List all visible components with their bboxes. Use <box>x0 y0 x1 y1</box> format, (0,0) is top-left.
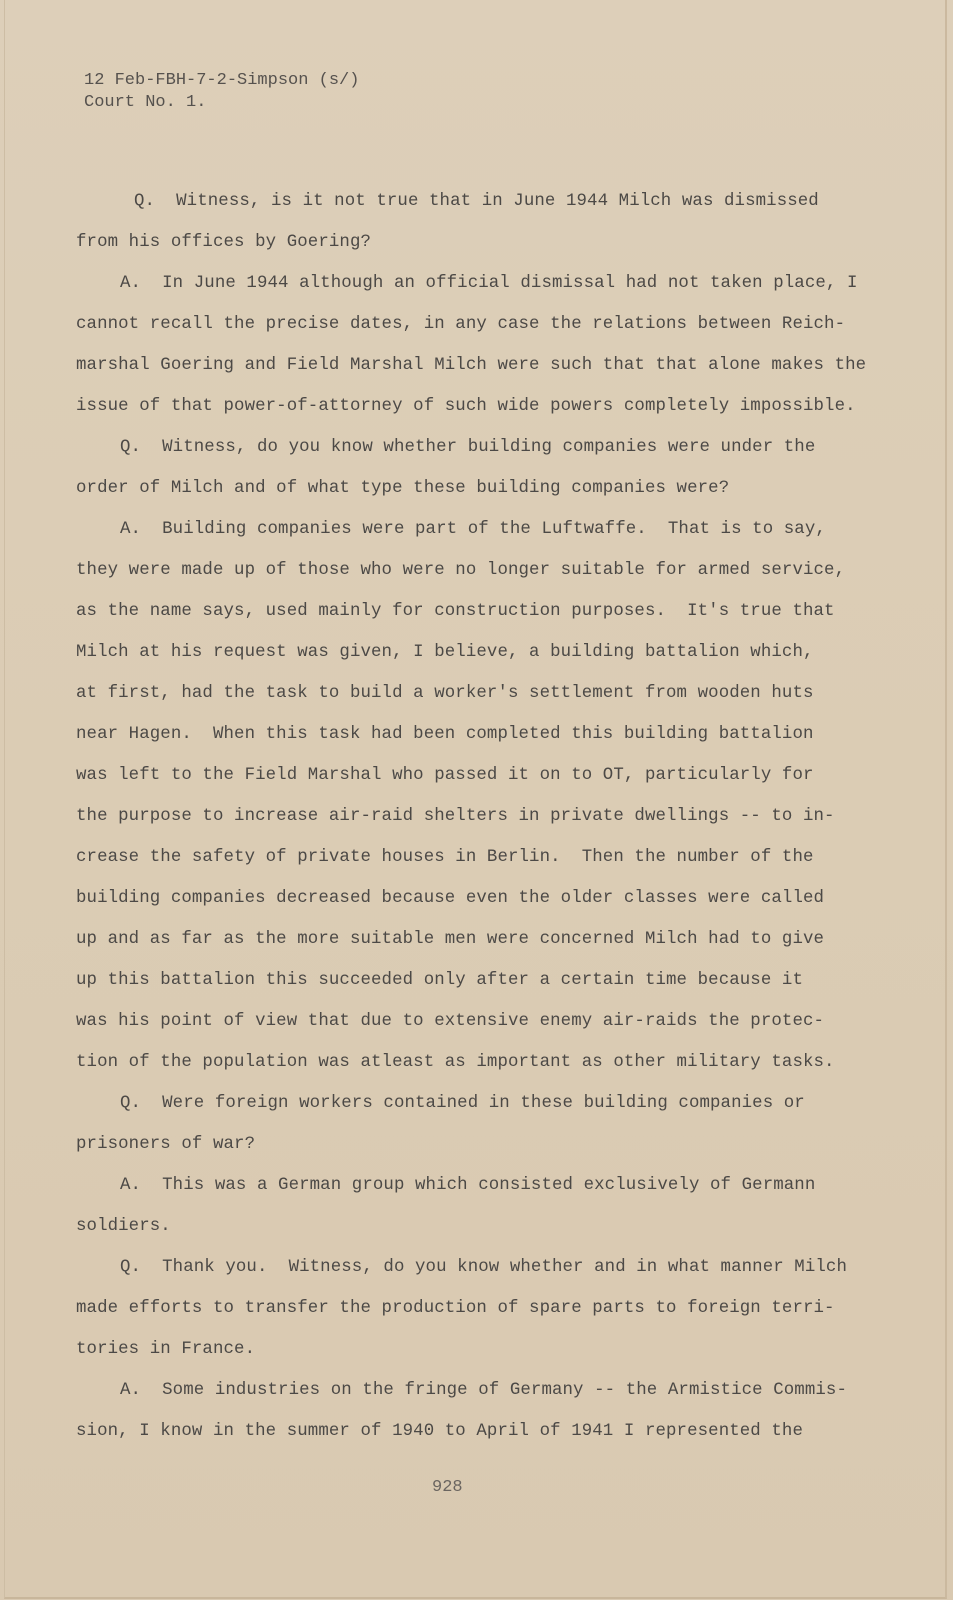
text-line: building companies decreased because even the older classes were called <box>76 889 825 908</box>
text-line: Q. Witness, is it not true that in June 1944 Milch was dismissed <box>134 192 819 211</box>
text-line: Q. Witness, do you know whether building companies were under the <box>120 438 816 457</box>
text-line: was his point of view that due to extensive enemy air-raids the protec- <box>76 1012 825 1031</box>
text-line: from his offices by Goering? <box>76 233 372 252</box>
text-line: tories in France. <box>76 1340 256 1359</box>
text-line: sion, I know in the summer of 1940 to April of 1941 I represented the <box>76 1422 803 1441</box>
text-line: order of Milch and of what type these building companies were? <box>76 479 730 498</box>
text-line: A. In June 1944 although an official dismissal had not taken place, I <box>120 274 858 293</box>
text-line: Q. Thank you. Witness, do you know whether and in what manner Milch <box>120 1258 847 1277</box>
text-line: A. Building companies were part of the Luftwaffe. That is to say, <box>120 520 826 539</box>
text-line: up and as far as the more suitable men were concerned Milch had to give <box>76 930 825 949</box>
text-line: was left to the Field Marshal who passed it on to OT, particularly for <box>76 766 814 785</box>
text-line: as the name says, used mainly for construction purposes. It's true that <box>76 602 835 621</box>
text-line: marshal Goering and Field Marshal Milch were such that that alone makes the <box>76 356 867 375</box>
header-court: Court No. 1. <box>84 93 207 112</box>
text-line: they were made up of those who were no longer suitable for armed service, <box>76 561 846 580</box>
text-line: tion of the population was atleast as important as other military tasks. <box>76 1053 835 1072</box>
page-number: 928 <box>432 1478 463 1497</box>
text-line: soldiers. <box>76 1217 171 1236</box>
text-line: Q. Were foreign workers contained in these building companies or <box>120 1094 805 1113</box>
text-line: crease the safety of private houses in Berlin. Then the number of the <box>76 848 814 867</box>
text-line: up this battalion this succeeded only after a certain time because it <box>76 971 803 990</box>
header-reference: 12 Feb-FBH-7-2-Simpson (s/) <box>84 71 360 90</box>
text-line: made efforts to transfer the production of spare parts to foreign terri- <box>76 1299 835 1318</box>
text-line: the purpose to increase air-raid shelters in private dwellings -- to in- <box>76 807 835 826</box>
text-line: issue of that power-of-attorney of such wide powers completely impossible. <box>76 397 856 416</box>
text-line: near Hagen. When this task had been completed this building battalion <box>76 725 814 744</box>
text-line: prisoners of war? <box>76 1135 256 1154</box>
text-line: at first, had the task to build a worker's settlement from wooden huts <box>76 684 814 703</box>
document-header <box>84 70 359 114</box>
text-line: A. Some industries on the fringe of Germany -- the Armistice Commis- <box>120 1381 847 1400</box>
text-line: cannot recall the precise dates, in any case the relations between Reich- <box>76 315 846 334</box>
text-line: Milch at his request was given, I believe, a building battalion which, <box>76 643 814 662</box>
text-line: A. This was a German group which consisted exclusively of Germann <box>120 1176 816 1195</box>
